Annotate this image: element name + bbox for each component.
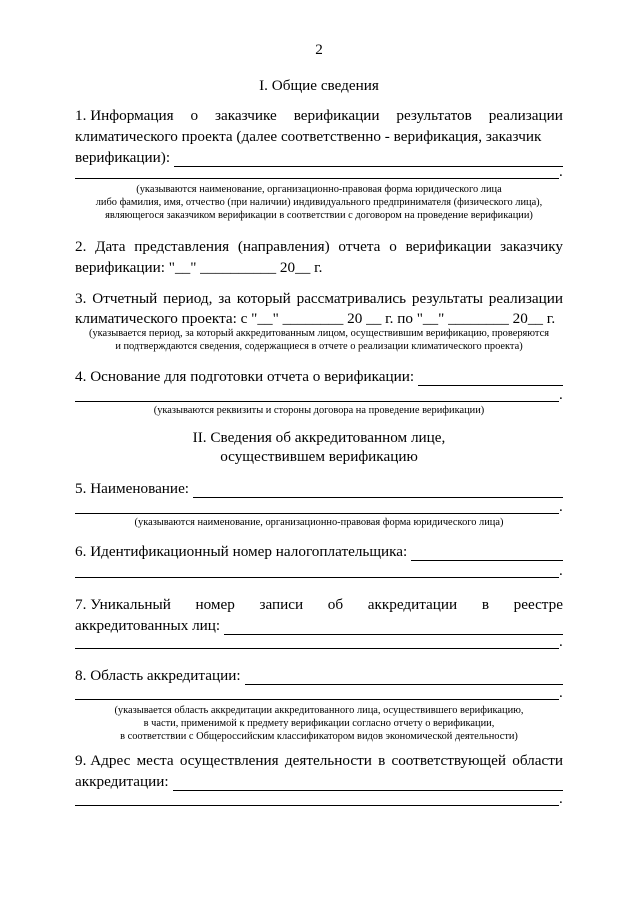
word: верификации — [293, 107, 380, 124]
item-1-line-1 — [75, 107, 563, 125]
word: об — [327, 596, 344, 613]
word: в — [378, 752, 386, 769]
section-2-title-1: II. Сведения об аккредитованном лице, — [192, 429, 446, 446]
end-mark: . — [559, 634, 563, 650]
item-9-label: аккредитации: — [75, 773, 169, 790]
item-3-note-2: и подтверждаются сведения, содержащиеся в отчете о реализации климатического проекта) — [115, 341, 523, 352]
end-mark: . — [559, 791, 563, 807]
word: 7. Уникальный — [75, 596, 171, 613]
word: заказчике — [214, 107, 277, 124]
section-1-title: I. Общие сведения — [259, 77, 379, 94]
item-1-customer-field[interactable] — [75, 149, 563, 167]
item-9-address-field[interactable] — [75, 773, 563, 791]
item-1-blank-line-2[interactable] — [75, 178, 559, 179]
word: деятельности — [284, 752, 372, 769]
item-8-note-3: в соответствии с Общероссийским классификатором видов экономической деятельности) — [120, 731, 518, 742]
page-number: 2 — [315, 41, 323, 58]
item-3-period-field[interactable]: климатического проекта: с "__" ________ 20 __ г. по "__" ________ 20__ г. — [75, 310, 556, 327]
item-7-line-1 — [75, 596, 563, 614]
item-9-blank[interactable] — [173, 776, 563, 791]
item-9-line-1 — [75, 752, 563, 770]
end-mark: . — [559, 387, 563, 403]
item-4-blank[interactable] — [418, 371, 563, 386]
word: места — [136, 752, 174, 769]
item-9-blank-line-2[interactable] — [75, 805, 559, 806]
item-7-blank-line-2[interactable] — [75, 648, 559, 649]
section-2-title-2: осуществившем верификацию — [220, 448, 418, 465]
item-8-note-1: (указывается область аккредитации аккредитованного лица, осуществившего верификацию, — [114, 705, 524, 716]
word: 1. Информация — [75, 107, 174, 124]
word: номер — [195, 596, 235, 613]
word: 9. Адрес — [75, 752, 131, 769]
end-mark: . — [559, 685, 563, 701]
end-mark: . — [559, 164, 563, 180]
word: осуществления — [179, 752, 279, 769]
item-5-blank[interactable] — [193, 483, 563, 498]
item-6-blank[interactable] — [411, 546, 563, 561]
word: о — [190, 107, 199, 124]
word: результатов — [396, 107, 472, 124]
word: области — [512, 752, 563, 769]
item-8-blank-line-2[interactable] — [75, 699, 559, 700]
item-8-label: 8. Область аккредитации: — [75, 667, 241, 684]
item-1-label: верификации): — [75, 149, 171, 166]
item-4-blank-line-2[interactable] — [75, 401, 559, 402]
item-6-inn-field[interactable] — [75, 543, 563, 561]
item-2-date-field[interactable]: верификации: "__" __________ 20__ г. — [75, 259, 323, 276]
item-1-line-2: климатического проекта (далее соответственно - верификация, заказчик — [75, 128, 542, 145]
item-8-blank[interactable] — [245, 670, 563, 685]
item-1-note-1: (указываются наименование, организационно-правовая форма юридического лица — [136, 184, 502, 195]
end-mark: . — [559, 499, 563, 515]
word: записи — [259, 596, 304, 613]
item-6-label: 6. Идентификационный номер налогоплательщика: — [75, 543, 408, 560]
item-7-registry-field[interactable] — [75, 617, 563, 635]
word: аккредитации — [367, 596, 458, 613]
item-8-note-2: в части, применимой к предмету верификации согласно отчету о верификации, — [143, 718, 495, 729]
item-1-note-3: являющегося заказчиком верификации в соответствии с договором на проведение верификации) — [105, 210, 533, 221]
item-1-blank[interactable] — [174, 152, 563, 167]
item-1-note-2: либо фамилия, имя, отчество (при наличии) индивидуального предпринимателя (физического лица), — [95, 197, 543, 208]
item-4-label: 4. Основание для подготовки отчета о верификации: — [75, 368, 415, 385]
end-mark: . — [559, 563, 563, 579]
item-5-name-field[interactable] — [75, 480, 563, 498]
word: реестре — [513, 596, 563, 613]
item-2-line-1: 2. Дата представления (направления) отчета о верификации заказчику — [75, 238, 563, 255]
item-4-note: (указываются реквизиты и стороны договора на проведение верификации) — [153, 405, 485, 416]
item-5-blank-line-2[interactable] — [75, 513, 559, 514]
word: реализации — [488, 107, 563, 124]
item-5-note: (указываются наименование, организационно-правовая форма юридического лица) — [134, 517, 504, 528]
item-3-note-1: (указывается период, за который аккредитованным лицом, осуществившим верификацию, проверяются — [89, 328, 549, 339]
item-5-label: 5. Наименование: — [75, 480, 190, 497]
word: соответствующей — [391, 752, 506, 769]
item-6-blank-line-2[interactable] — [75, 577, 559, 578]
item-8-scope-field[interactable] — [75, 667, 563, 685]
item-4-basis-field[interactable] — [75, 368, 563, 386]
word: в — [481, 596, 489, 613]
item-7-blank[interactable] — [224, 620, 563, 635]
item-3-line-1: 3. Отчетный период, за который рассматривались результаты реализации — [75, 290, 563, 307]
item-7-label: аккредитованных лиц: — [75, 617, 221, 634]
